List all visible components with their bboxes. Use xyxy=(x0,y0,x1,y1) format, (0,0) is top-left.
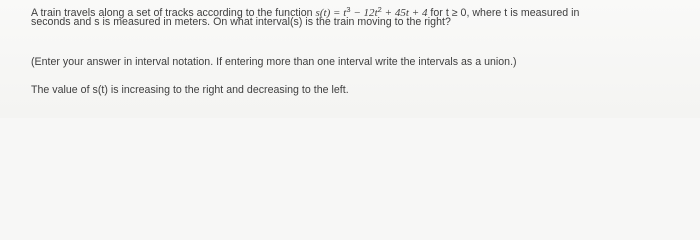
question-line-2: seconds and s is measured in meters. On what interval(s) is the train moving to the right? xyxy=(31,16,451,28)
cubic-term: t xyxy=(343,7,347,19)
function-name: s(t) xyxy=(315,7,331,19)
answer-statement: The value of s(t) is increasing to the right and decreasing to the left. xyxy=(31,84,349,96)
domain-condition: for t ≥ 0, where t is measured in xyxy=(427,7,580,19)
problem-panel xyxy=(0,0,700,118)
linear-constant-terms: + 45t + 4 xyxy=(381,7,428,19)
question-intro-text: A train travels along a set of tracks according to the function xyxy=(31,7,316,19)
quadratic-term: − 12t xyxy=(350,7,378,19)
equals-sign: = xyxy=(330,7,344,19)
instruction-text: (Enter your answer in interval notation. If entering more than one interval write the intervals as a union.) xyxy=(31,56,517,68)
quadratic-exponent: 2 xyxy=(377,5,382,14)
cubic-exponent: 3 xyxy=(346,5,351,14)
